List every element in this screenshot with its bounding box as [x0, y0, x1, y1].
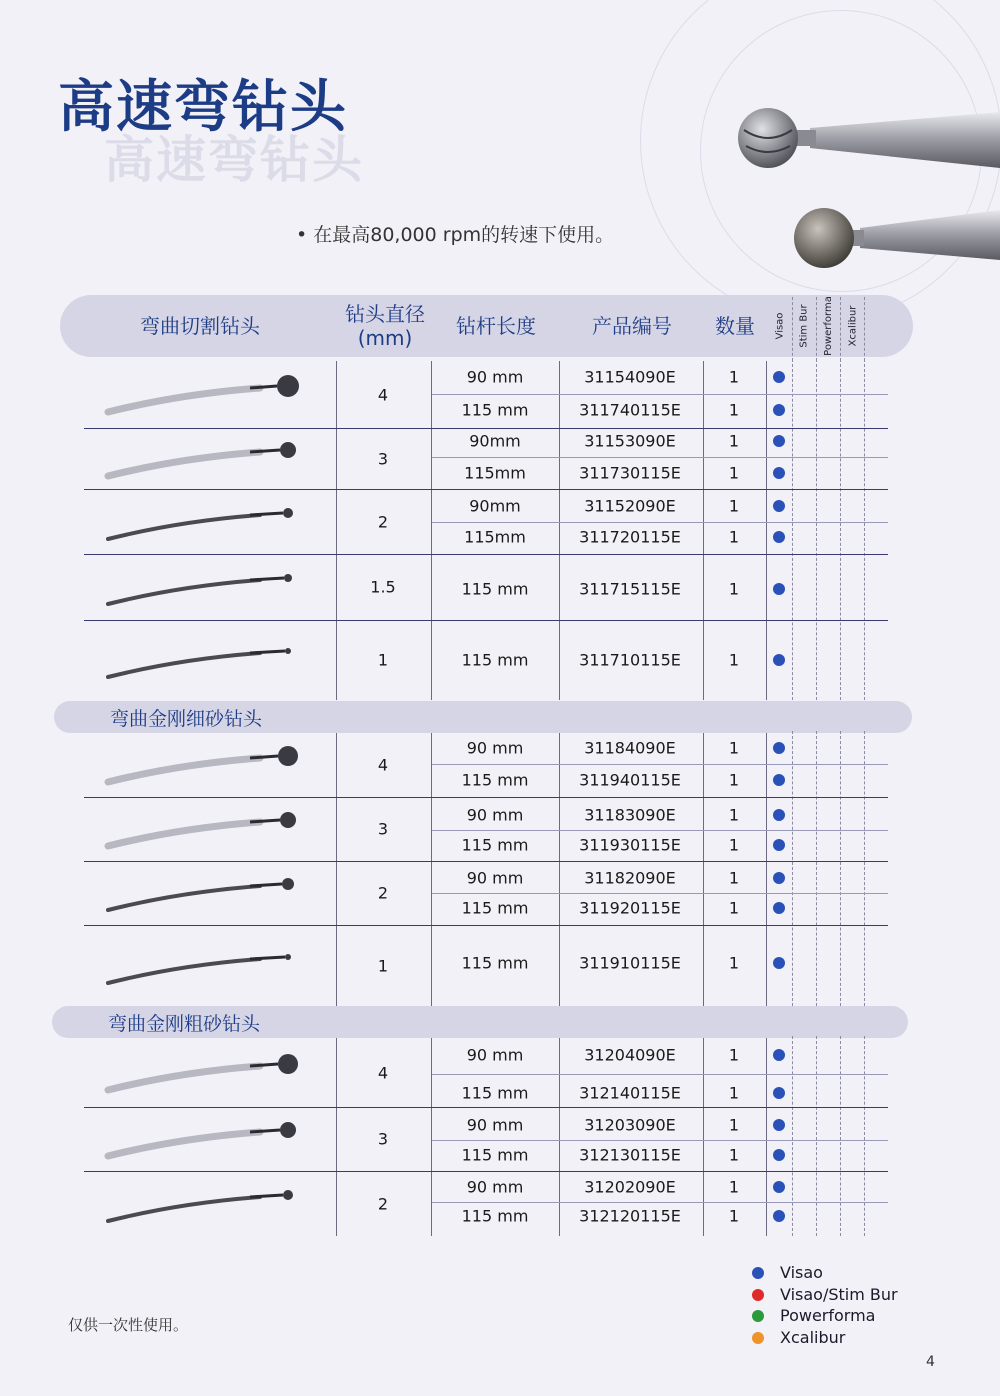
quantity-cell: 1: [728, 1206, 740, 1226]
quantity-cell: 1: [728, 1115, 740, 1135]
drill-shaft: [108, 653, 260, 677]
drill-ball: [280, 442, 296, 458]
group-divider: [84, 925, 888, 926]
quantity-cell: 1: [728, 770, 740, 790]
product-code-cell: 311715115E: [579, 579, 681, 599]
diameter-cell: 3: [377, 819, 389, 839]
column-divider: [703, 733, 704, 1006]
header-divider-dashed: [840, 297, 841, 361]
shaft-length-cell: 90 mm: [466, 738, 524, 758]
group-divider: [84, 489, 888, 490]
header-visao: Visao: [774, 312, 786, 340]
group-divider: [84, 620, 888, 621]
product-code-cell: 311720115E: [579, 527, 681, 547]
shaft-length-cell: 90mm: [469, 496, 521, 516]
legend-label: Visao: [780, 1263, 823, 1282]
visao-indicator-dot: [773, 500, 785, 512]
drill-neck: [250, 1064, 278, 1066]
shaft-length-cell: 90 mm: [466, 805, 524, 825]
drill-ball: [285, 648, 291, 654]
column-divider-dashed: [840, 731, 841, 1006]
column-divider: [559, 361, 560, 700]
group-divider: [84, 428, 888, 429]
visao-indicator-dot: [773, 839, 785, 851]
drill-shaft: [108, 452, 260, 476]
row-divider: [432, 893, 888, 894]
curved-drill-bit-image: [100, 370, 320, 420]
drill-neck: [250, 756, 278, 758]
product-code-cell: 31184090E: [584, 738, 676, 758]
row-divider: [432, 1202, 888, 1203]
column-divider: [559, 733, 560, 1006]
drill-shaft: [108, 1197, 260, 1221]
quantity-cell: 1: [728, 898, 740, 918]
drill-ball: [282, 878, 294, 890]
shaft-length-cell: 90 mm: [466, 1177, 524, 1197]
shaft-length-cell: 90 mm: [466, 367, 524, 387]
legend-item-visao: [752, 1263, 823, 1282]
drill-ball: [285, 954, 291, 960]
shaft-length-cell: 115 mm: [461, 400, 529, 420]
diameter-cell: 1.5: [370, 577, 396, 597]
curved-drill-bit-image: [100, 434, 320, 484]
column-divider: [336, 361, 337, 700]
column-divider-dashed: [792, 359, 793, 700]
header-divider-dashed: [792, 297, 793, 361]
page-title-ghost: 高速弯钻头: [104, 131, 364, 189]
quantity-cell: 1: [728, 496, 740, 516]
shaft-length-cell: 115 mm: [461, 898, 529, 918]
quantity-cell: 1: [728, 1177, 740, 1197]
row-divider: [432, 830, 888, 831]
legend-item-visao-stim-bur: [752, 1285, 898, 1304]
product-code-cell: 312120115E: [579, 1206, 681, 1226]
header-stim-bur: Stim Bur: [799, 304, 810, 348]
shaft-length-cell: 90mm: [469, 431, 521, 451]
row-divider: [432, 457, 888, 458]
column-divider: [336, 1038, 337, 1236]
column-divider: [336, 733, 337, 1006]
product-code-cell: 311710115E: [579, 650, 681, 670]
visao-indicator-dot: [773, 1049, 785, 1061]
drill-neck: [250, 1195, 283, 1197]
curved-drill-bit-image: [100, 635, 320, 685]
curved-drill-bit-image: [100, 1114, 320, 1164]
product-code-cell: 31202090E: [584, 1177, 676, 1197]
visao-indicator-dot: [773, 1181, 785, 1193]
shaft-length-cell: 115 mm: [461, 1145, 529, 1165]
product-code-cell: 31153090E: [584, 431, 676, 451]
curved-drill-bit-image: [100, 740, 320, 790]
shaft-length-cell: 115 mm: [461, 579, 529, 599]
drill-ball: [277, 375, 299, 397]
product-code-cell: 31203090E: [584, 1115, 676, 1135]
drill-shaft: [108, 388, 260, 412]
quantity-cell: 1: [728, 738, 740, 758]
product-code-cell: 31154090E: [584, 367, 676, 387]
shaft-length-cell: 115 mm: [461, 770, 529, 790]
shaft-length-cell: 90 mm: [466, 1115, 524, 1135]
column-divider: [766, 733, 767, 1006]
column-divider: [559, 1038, 560, 1236]
quantity-cell: 1: [728, 463, 740, 483]
drill-ball: [284, 574, 292, 582]
drill-neck: [250, 884, 282, 886]
diameter-cell: 2: [377, 512, 389, 532]
quantity-cell: 1: [728, 527, 740, 547]
visao-indicator-dot: [773, 1087, 785, 1099]
curved-drill-bit-image: [100, 868, 320, 918]
column-divider: [703, 361, 704, 700]
shaft-length-cell: 90 mm: [466, 1045, 524, 1065]
drill-neck: [250, 651, 285, 653]
row-divider: [432, 1140, 888, 1141]
visao-indicator-dot: [773, 583, 785, 595]
legend-item-xcalibur: [752, 1328, 845, 1347]
column-divider-dashed: [792, 731, 793, 1006]
row-divider: [432, 1074, 888, 1075]
column-divider-dashed: [864, 1036, 865, 1236]
section-coarse-diamond: 弯曲金刚粗砂钻头: [52, 1006, 908, 1038]
header-product: 弯曲切割钻头: [140, 314, 260, 338]
product-code-cell: 312130115E: [579, 1145, 681, 1165]
quantity-cell: 1: [728, 1045, 740, 1065]
drill-heads-photo: [730, 100, 1000, 280]
curved-drill-bit-image: [100, 497, 320, 547]
shaft-length-cell: 90 mm: [466, 868, 524, 888]
shaft-length-cell: 115 mm: [461, 1206, 529, 1226]
diameter-cell: 3: [377, 449, 389, 469]
legend-item-powerforma: [752, 1306, 875, 1325]
header-quantity: 数量: [715, 314, 755, 338]
visao-indicator-dot: [773, 467, 785, 479]
drill-neck: [250, 386, 277, 388]
header-xcalibur: Xcalibur: [847, 305, 858, 347]
visao-indicator-dot: [773, 371, 785, 383]
quantity-cell: 1: [728, 400, 740, 420]
quantity-cell: 1: [728, 1145, 740, 1165]
drill-ball: [280, 1122, 296, 1138]
usage-note: • 在最高80,000 rpm的转速下使用。: [296, 224, 615, 246]
drill-neck: [250, 820, 280, 822]
shaft-length-cell: 115mm: [464, 463, 526, 483]
drill-shaft: [108, 886, 260, 910]
drill-shaft: [108, 1066, 260, 1090]
product-code-cell: 31152090E: [584, 496, 676, 516]
curved-drill-bit-image: [100, 1048, 320, 1098]
drill-neck: [250, 513, 283, 515]
visao-indicator-dot: [773, 809, 785, 821]
column-divider: [703, 1038, 704, 1236]
drill-ball: [283, 508, 293, 518]
legend-dot: [752, 1332, 764, 1344]
visao-indicator-dot: [773, 957, 785, 969]
diameter-cell: 4: [377, 385, 389, 405]
product-code-cell: 311920115E: [579, 898, 681, 918]
header-divider-dashed: [864, 297, 865, 361]
group-divider: [84, 861, 888, 862]
legend-label: Powerforma: [780, 1306, 876, 1325]
column-divider: [431, 733, 432, 1006]
header-diameter-unit: (mm): [357, 326, 413, 350]
diameter-cell: 4: [377, 755, 389, 775]
product-code-cell: 311730115E: [579, 463, 681, 483]
legend-label: Visao/Stim Bur: [780, 1285, 898, 1304]
drill-shaft: [108, 515, 260, 539]
header-product-code: 产品编号: [592, 314, 672, 338]
column-divider-dashed: [792, 1036, 793, 1236]
column-divider-dashed: [840, 1036, 841, 1236]
visao-indicator-dot: [773, 902, 785, 914]
group-divider: [84, 797, 888, 798]
drill-shaft: [108, 580, 260, 604]
product-code-cell: 311740115E: [579, 400, 681, 420]
column-divider: [431, 361, 432, 700]
curved-drill-bit-image: [100, 804, 320, 854]
visao-indicator-dot: [773, 404, 785, 416]
legend-label: Xcalibur: [780, 1328, 846, 1347]
drill-neck: [250, 578, 284, 580]
legend-dot: [752, 1267, 764, 1279]
row-divider: [432, 764, 888, 765]
header-powerforma: Powerforma: [823, 296, 834, 356]
quantity-cell: 1: [728, 868, 740, 888]
quantity-cell: 1: [728, 367, 740, 387]
product-code-cell: 31182090E: [584, 868, 676, 888]
visao-indicator-dot: [773, 1149, 785, 1161]
column-divider: [766, 361, 767, 700]
quantity-cell: 1: [728, 579, 740, 599]
column-divider: [766, 1038, 767, 1236]
column-divider-dashed: [816, 1036, 817, 1236]
visao-indicator-dot: [773, 654, 785, 666]
quantity-cell: 1: [728, 805, 740, 825]
group-divider: [84, 1171, 888, 1172]
legend-dot: [752, 1310, 764, 1322]
curved-drill-bit-image: [100, 1179, 320, 1229]
group-divider: [84, 1107, 888, 1108]
diameter-cell: 4: [377, 1063, 389, 1083]
quantity-cell: 1: [728, 431, 740, 451]
legend-dot: [752, 1289, 764, 1301]
column-divider-dashed: [816, 359, 817, 700]
product-code-cell: 31183090E: [584, 805, 676, 825]
drill-neck: [250, 1130, 280, 1132]
shaft-length-cell: 115 mm: [461, 953, 529, 973]
footnote: 仅供一次性使用。: [68, 1316, 189, 1334]
drill-ball: [280, 812, 296, 828]
column-divider-dashed: [840, 359, 841, 700]
column-divider-dashed: [864, 731, 865, 1006]
visao-indicator-dot: [773, 774, 785, 786]
shaft-length-cell: 115mm: [464, 527, 526, 547]
drill-ball: [278, 1054, 298, 1074]
section-fine-diamond: 弯曲金刚细砂钻头: [54, 701, 912, 733]
product-code-cell: 311930115E: [579, 835, 681, 855]
column-divider-dashed: [816, 731, 817, 1006]
visao-indicator-dot: [773, 435, 785, 447]
drill-shaft: [108, 822, 260, 846]
curved-drill-bit-image: [100, 562, 320, 612]
column-divider: [431, 1038, 432, 1236]
column-divider-dashed: [864, 359, 865, 700]
drill-shaft: [108, 959, 260, 983]
quantity-cell: 1: [728, 835, 740, 855]
visao-indicator-dot: [773, 872, 785, 884]
drill-ball: [278, 746, 298, 766]
visao-indicator-dot: [773, 742, 785, 754]
product-code-cell: 311910115E: [579, 953, 681, 973]
product-code-cell: 311940115E: [579, 770, 681, 790]
drill-neck: [250, 450, 280, 452]
diameter-cell: 1: [377, 650, 389, 670]
drill-neck: [250, 957, 285, 959]
header-diameter-label: 钻头直径: [345, 302, 425, 326]
header-shaft-length: 钻杆长度: [456, 314, 536, 338]
header-divider-dashed: [816, 297, 817, 361]
page-number: 4: [926, 1354, 935, 1370]
diameter-cell: 2: [377, 1194, 389, 1214]
shaft-length-cell: 115 mm: [461, 650, 529, 670]
quantity-cell: 1: [728, 953, 740, 973]
drill-ball: [283, 1190, 293, 1200]
quantity-cell: 1: [728, 650, 740, 670]
diameter-cell: 2: [377, 883, 389, 903]
visao-indicator-dot: [773, 1210, 785, 1222]
drill-shaft: [108, 758, 260, 782]
curved-drill-bit-image: [100, 941, 320, 991]
product-code-cell: 312140115E: [579, 1083, 681, 1103]
row-divider: [432, 394, 888, 395]
diameter-cell: 1: [377, 956, 389, 976]
quantity-cell: 1: [728, 1083, 740, 1103]
visao-indicator-dot: [773, 531, 785, 543]
diameter-cell: 3: [377, 1129, 389, 1149]
group-divider: [84, 554, 888, 555]
row-divider: [432, 522, 888, 523]
page-title: 高速弯钻头: [58, 75, 348, 140]
drill-shaft: [108, 1132, 260, 1156]
product-code-cell: 31204090E: [584, 1045, 676, 1065]
shaft-length-cell: 115 mm: [461, 835, 529, 855]
header-diameter: [338, 295, 432, 357]
shaft-length-cell: 115 mm: [461, 1083, 529, 1103]
visao-indicator-dot: [773, 1119, 785, 1131]
